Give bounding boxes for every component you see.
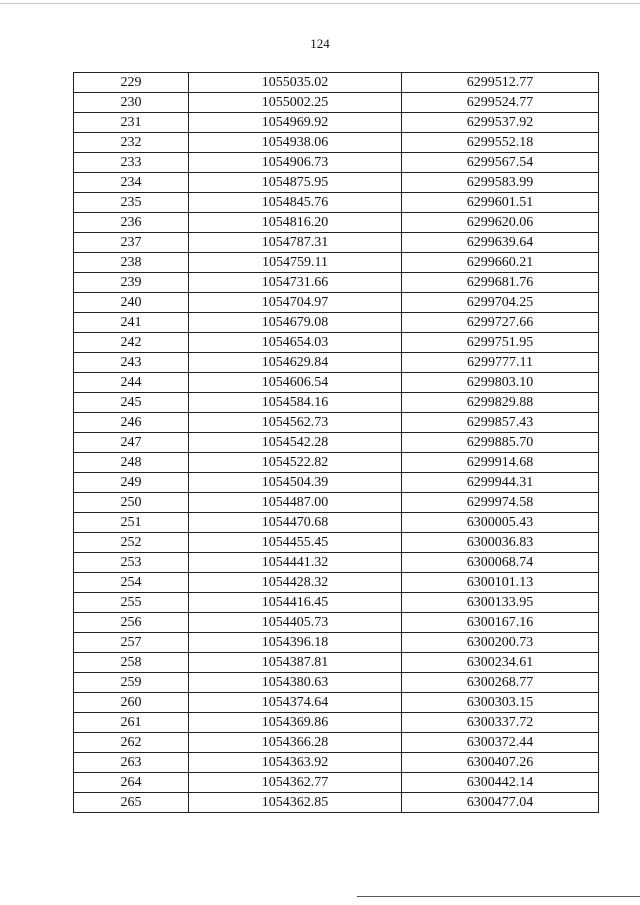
y-coordinate-cell: 6300200.73: [402, 633, 599, 653]
y-coordinate-cell: 6300407.26: [402, 753, 599, 773]
point-number-cell: 263: [74, 753, 189, 773]
table-row: [74, 493, 599, 513]
table-row: [74, 233, 599, 253]
page-number: 124: [310, 36, 330, 51]
table-row: [74, 693, 599, 713]
table-row: [74, 573, 599, 593]
table-row: [74, 553, 599, 573]
x-coordinate-cell: 1054405.73: [189, 613, 402, 633]
point-number-cell: 234: [74, 173, 189, 193]
y-coordinate-cell: 6299974.58: [402, 493, 599, 513]
x-coordinate-cell: 1054787.31: [189, 233, 402, 253]
table-row: [74, 513, 599, 533]
x-coordinate-cell: 1054504.39: [189, 473, 402, 493]
y-coordinate-cell: 6300303.15: [402, 693, 599, 713]
point-number-cell: 229: [74, 73, 189, 93]
point-number-cell: 238: [74, 253, 189, 273]
table-row: [74, 133, 599, 153]
y-coordinate-cell: 6299512.77: [402, 73, 599, 93]
x-coordinate-cell: 1054396.18: [189, 633, 402, 653]
table-row: [74, 533, 599, 553]
scan-edge-top-line: [0, 3, 640, 4]
table-row: [74, 353, 599, 373]
x-coordinate-cell: 1054363.92: [189, 753, 402, 773]
table-row: [74, 453, 599, 473]
y-coordinate-cell: 6299639.64: [402, 233, 599, 253]
y-coordinate-cell: 6300101.13: [402, 573, 599, 593]
x-coordinate-cell: 1054654.03: [189, 333, 402, 353]
point-number-cell: 242: [74, 333, 189, 353]
point-number-cell: 236: [74, 213, 189, 233]
coordinates-table: [73, 72, 599, 813]
point-number-cell: 265: [74, 793, 189, 813]
point-number-cell: 245: [74, 393, 189, 413]
y-coordinate-cell: 6299620.06: [402, 213, 599, 233]
table-row: [74, 593, 599, 613]
y-coordinate-cell: 6299777.11: [402, 353, 599, 373]
x-coordinate-cell: 1054366.28: [189, 733, 402, 753]
table-row: [74, 433, 599, 453]
table-row: [74, 733, 599, 753]
table-row: [74, 633, 599, 653]
point-number-cell: 235: [74, 193, 189, 213]
table-row: [74, 653, 599, 673]
table-row: [74, 713, 599, 733]
y-coordinate-cell: 6299660.21: [402, 253, 599, 273]
point-number-cell: 264: [74, 773, 189, 793]
point-number-cell: 244: [74, 373, 189, 393]
x-coordinate-cell: 1054522.82: [189, 453, 402, 473]
y-coordinate-cell: 6299944.31: [402, 473, 599, 493]
point-number-cell: 233: [74, 153, 189, 173]
y-coordinate-cell: 6299681.76: [402, 273, 599, 293]
table-row: [74, 673, 599, 693]
point-number-cell: 241: [74, 313, 189, 333]
x-coordinate-cell: 1054487.00: [189, 493, 402, 513]
y-coordinate-cell: 6299885.70: [402, 433, 599, 453]
point-number-cell: 257: [74, 633, 189, 653]
point-number-cell: 249: [74, 473, 189, 493]
y-coordinate-cell: 6299829.88: [402, 393, 599, 413]
y-coordinate-cell: 6300068.74: [402, 553, 599, 573]
x-coordinate-cell: 1054629.84: [189, 353, 402, 373]
table-row: [74, 213, 599, 233]
table-row: [74, 153, 599, 173]
x-coordinate-cell: 1054584.16: [189, 393, 402, 413]
x-coordinate-cell: 1054562.73: [189, 413, 402, 433]
x-coordinate-cell: 1054731.66: [189, 273, 402, 293]
point-number-cell: 261: [74, 713, 189, 733]
x-coordinate-cell: 1055035.02: [189, 73, 402, 93]
point-number-cell: 240: [74, 293, 189, 313]
table-row: [74, 333, 599, 353]
point-number-cell: 246: [74, 413, 189, 433]
x-coordinate-cell: 1054679.08: [189, 313, 402, 333]
table-row: [74, 373, 599, 393]
y-coordinate-cell: 6300442.14: [402, 773, 599, 793]
y-coordinate-cell: 6300167.16: [402, 613, 599, 633]
x-coordinate-cell: 1054906.73: [189, 153, 402, 173]
x-coordinate-cell: 1054470.68: [189, 513, 402, 533]
x-coordinate-cell: 1054387.81: [189, 653, 402, 673]
point-number-cell: 243: [74, 353, 189, 373]
table-row: [74, 93, 599, 113]
y-coordinate-cell: 6299751.95: [402, 333, 599, 353]
x-coordinate-cell: 1054455.45: [189, 533, 402, 553]
y-coordinate-cell: 6300337.72: [402, 713, 599, 733]
x-coordinate-cell: 1054362.85: [189, 793, 402, 813]
table-row: [74, 113, 599, 133]
point-number-cell: 232: [74, 133, 189, 153]
table-row: [74, 273, 599, 293]
table-row: [74, 793, 599, 813]
point-number-cell: 231: [74, 113, 189, 133]
y-coordinate-cell: 6299567.54: [402, 153, 599, 173]
y-coordinate-cell: 6299601.51: [402, 193, 599, 213]
scan-edge-bottom-line: [357, 896, 640, 897]
y-coordinate-cell: 6299803.10: [402, 373, 599, 393]
x-coordinate-cell: 1054428.32: [189, 573, 402, 593]
x-coordinate-cell: 1054416.45: [189, 593, 402, 613]
x-coordinate-cell: 1054380.63: [189, 673, 402, 693]
x-coordinate-cell: 1054441.32: [189, 553, 402, 573]
point-number-cell: 258: [74, 653, 189, 673]
x-coordinate-cell: 1054374.64: [189, 693, 402, 713]
table-row: [74, 73, 599, 93]
y-coordinate-cell: 6299583.99: [402, 173, 599, 193]
x-coordinate-cell: 1054938.06: [189, 133, 402, 153]
table-row: [74, 413, 599, 433]
point-number-cell: 256: [74, 613, 189, 633]
point-number-cell: 239: [74, 273, 189, 293]
x-coordinate-cell: 1054875.95: [189, 173, 402, 193]
point-number-cell: 250: [74, 493, 189, 513]
point-number-cell: 255: [74, 593, 189, 613]
point-number-cell: 253: [74, 553, 189, 573]
point-number-cell: 252: [74, 533, 189, 553]
x-coordinate-cell: 1054759.11: [189, 253, 402, 273]
x-coordinate-cell: 1055002.25: [189, 93, 402, 113]
table-row: [74, 173, 599, 193]
x-coordinate-cell: 1054845.76: [189, 193, 402, 213]
table-row: [74, 473, 599, 493]
table-row: [74, 753, 599, 773]
x-coordinate-cell: 1054542.28: [189, 433, 402, 453]
y-coordinate-cell: 6299552.18: [402, 133, 599, 153]
point-number-cell: 237: [74, 233, 189, 253]
x-coordinate-cell: 1054816.20: [189, 213, 402, 233]
coordinates-table-body: [74, 73, 599, 813]
y-coordinate-cell: 6299857.43: [402, 413, 599, 433]
point-number-cell: 260: [74, 693, 189, 713]
table-row: [74, 293, 599, 313]
point-number-cell: 247: [74, 433, 189, 453]
y-coordinate-cell: 6300234.61: [402, 653, 599, 673]
point-number-cell: 251: [74, 513, 189, 533]
table-row: [74, 253, 599, 273]
table-row: [74, 773, 599, 793]
table-row: [74, 193, 599, 213]
x-coordinate-cell: 1054969.92: [189, 113, 402, 133]
x-coordinate-cell: 1054704.97: [189, 293, 402, 313]
y-coordinate-cell: 6300268.77: [402, 673, 599, 693]
point-number-cell: 248: [74, 453, 189, 473]
y-coordinate-cell: 6300477.04: [402, 793, 599, 813]
y-coordinate-cell: 6299727.66: [402, 313, 599, 333]
y-coordinate-cell: 6299537.92: [402, 113, 599, 133]
x-coordinate-cell: 1054362.77: [189, 773, 402, 793]
point-number-cell: 262: [74, 733, 189, 753]
y-coordinate-cell: 6300372.44: [402, 733, 599, 753]
y-coordinate-cell: 6299914.68: [402, 453, 599, 473]
y-coordinate-cell: 6299524.77: [402, 93, 599, 113]
x-coordinate-cell: 1054606.54: [189, 373, 402, 393]
table-row: [74, 313, 599, 333]
point-number-cell: 259: [74, 673, 189, 693]
table-row: [74, 613, 599, 633]
x-coordinate-cell: 1054369.86: [189, 713, 402, 733]
y-coordinate-cell: 6300133.95: [402, 593, 599, 613]
point-number-cell: 230: [74, 93, 189, 113]
table-row: [74, 393, 599, 413]
y-coordinate-cell: 6300005.43: [402, 513, 599, 533]
y-coordinate-cell: 6299704.25: [402, 293, 599, 313]
y-coordinate-cell: 6300036.83: [402, 533, 599, 553]
point-number-cell: 254: [74, 573, 189, 593]
